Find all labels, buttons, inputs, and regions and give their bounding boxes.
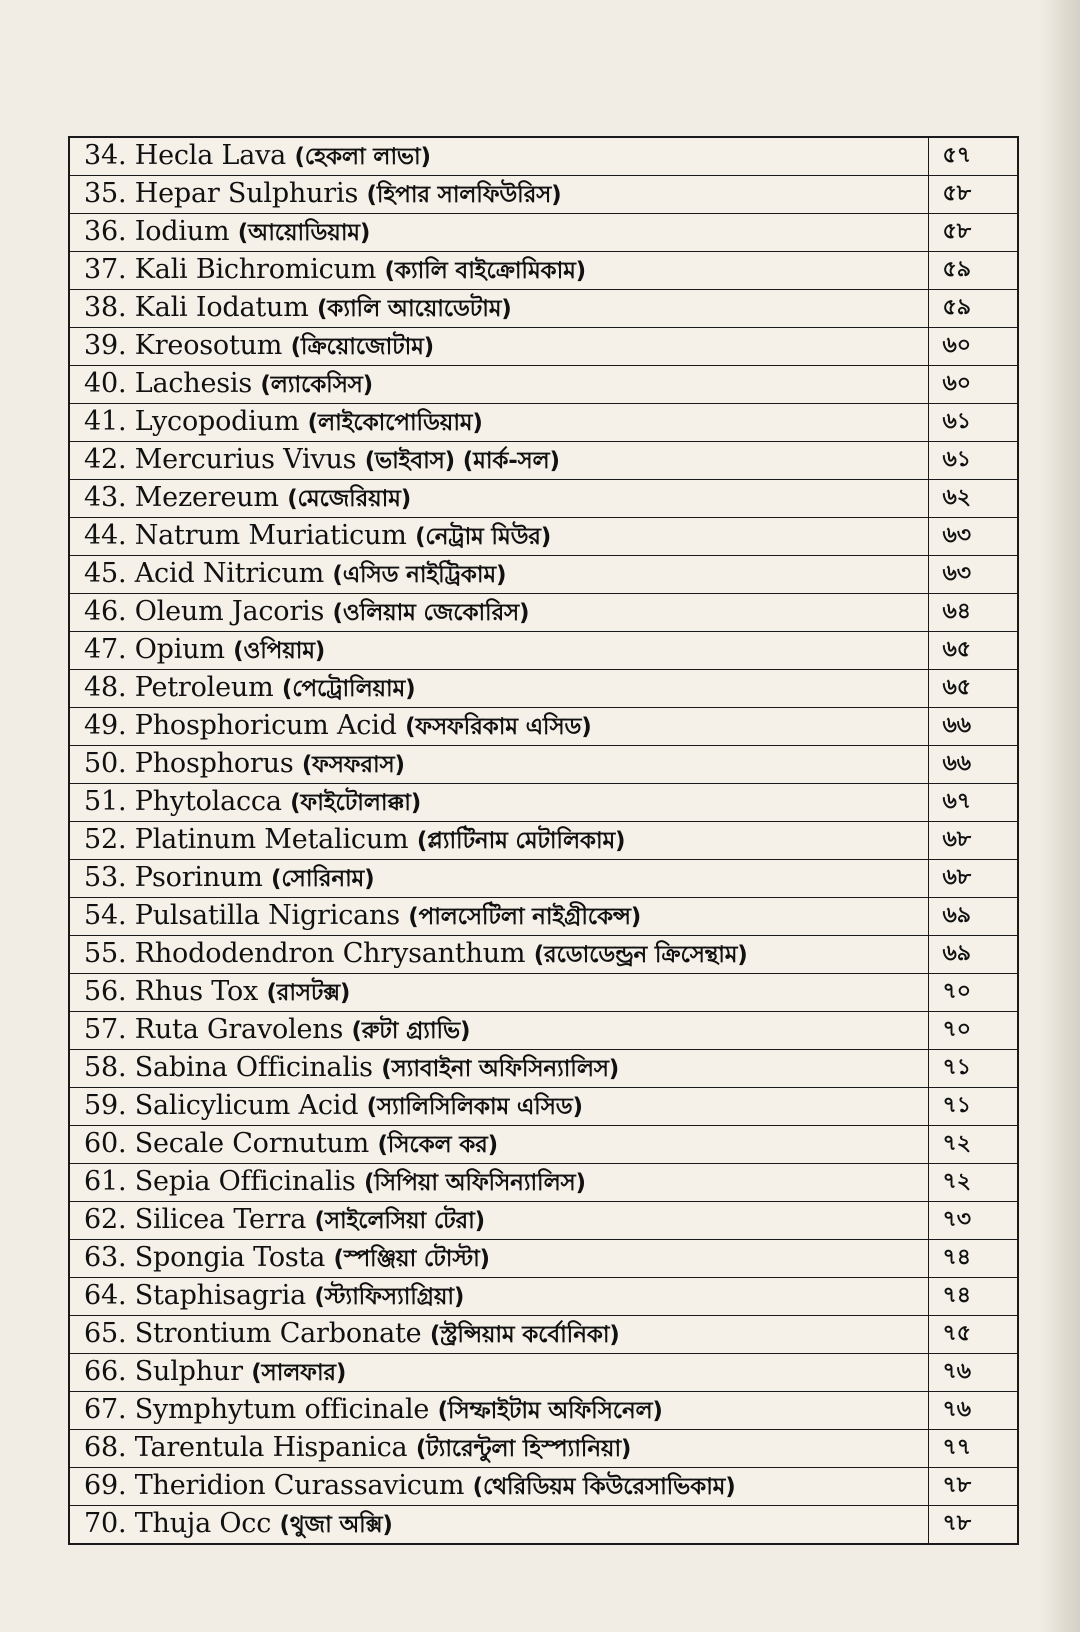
entry-latin-name: Symphytum officinale (134, 1394, 430, 1425)
entry-bengali-name: (ফসফরাস) (301, 752, 405, 778)
entry-title (69, 1278, 928, 1316)
entry-title (69, 936, 928, 974)
table-row (69, 708, 1018, 746)
table-row (69, 214, 1018, 252)
entry-number: 34. (84, 140, 127, 171)
table-row (69, 1126, 1018, 1164)
table-row (69, 1430, 1018, 1468)
entry-page-number: ৫৯ (928, 252, 1018, 290)
entry-page-number: ৭১ (928, 1088, 1018, 1126)
entry-number: 58. (84, 1052, 127, 1083)
entry-title (69, 1392, 928, 1430)
entry-latin-name: Theridion Curassavicum (134, 1470, 465, 1501)
table-row (69, 594, 1018, 632)
entry-page-number: ৬৭ (928, 784, 1018, 822)
entry-latin-name: Strontium Carbonate (134, 1318, 422, 1349)
entry-number: 49. (84, 710, 127, 741)
entry-latin-name: Hecla Lava (134, 140, 287, 171)
table-row (69, 137, 1018, 176)
entry-bengali-name: (ক্রিয়োজোটাম) (290, 334, 434, 360)
entry-page-number: ৬৫ (928, 670, 1018, 708)
entry-latin-name: Petroleum (134, 672, 274, 703)
entry-bengali-name: (সিপিয়া অফিসিন্যালিস) (363, 1170, 586, 1196)
entry-number: 60. (84, 1128, 127, 1159)
entry-bengali-name: (হেকলা লাভা) (294, 144, 431, 170)
entry-bengali-name: (স্যালিসিলিকাম এসিড) (366, 1094, 583, 1120)
entry-number: 42. (84, 444, 127, 475)
entry-latin-name: Secale Cornutum (134, 1128, 370, 1159)
table-row (69, 290, 1018, 328)
entry-number: 37. (84, 254, 127, 285)
entry-title (69, 898, 928, 936)
entry-latin-name: Tarentula Hispanica (134, 1432, 408, 1463)
entry-title (69, 556, 928, 594)
entry-latin-name: Phytolacca (134, 786, 282, 817)
entry-page-number: ৭২ (928, 1126, 1018, 1164)
entry-page-number: ৫৮ (928, 214, 1018, 252)
entry-latin-name: Spongia Tosta (134, 1242, 326, 1273)
entry-page-number: ৬৯ (928, 936, 1018, 974)
entry-page-number: ৭৪ (928, 1278, 1018, 1316)
table-row (69, 1240, 1018, 1278)
table-row (69, 974, 1018, 1012)
entry-page-number: ৭৭ (928, 1430, 1018, 1468)
entry-bengali-name: (আয়োডিয়াম) (237, 220, 371, 246)
entry-title (69, 404, 928, 442)
entry-number: 52. (84, 824, 127, 855)
entry-page-number: ৫৯ (928, 290, 1018, 328)
entry-bengali-name: (ওপিয়াম) (233, 638, 326, 664)
entry-number: 54. (84, 900, 127, 931)
entry-number: 51. (84, 786, 127, 817)
entry-latin-name: Lycopodium (134, 406, 300, 437)
entry-page-number: ৬১ (928, 404, 1018, 442)
table-row (69, 1012, 1018, 1050)
entry-page-number: ৬৬ (928, 746, 1018, 784)
entry-title (69, 784, 928, 822)
entry-title (69, 366, 928, 404)
entry-page-number: ৭৬ (928, 1392, 1018, 1430)
entry-bengali-name: (ক্যালি আয়োডেটাম) (317, 296, 512, 322)
entry-title (69, 1012, 928, 1050)
entry-latin-name: Hepar Sulphuris (134, 178, 359, 209)
entry-page-number: ৫৮ (928, 176, 1018, 214)
entry-page-number: ৫৭ (928, 137, 1018, 176)
entry-latin-name: Platinum Metalicum (134, 824, 409, 855)
entry-title (69, 1316, 928, 1354)
entry-number: 68. (84, 1432, 127, 1463)
entry-page-number: ৬১ (928, 442, 1018, 480)
entry-bengali-name: (স্যাবাইনা অফিসিন্যালিস) (381, 1056, 620, 1082)
entry-title (69, 708, 928, 746)
table-row (69, 822, 1018, 860)
table-row (69, 328, 1018, 366)
table-row (69, 1050, 1018, 1088)
entry-latin-name: Rhus Tox (134, 976, 259, 1007)
entry-latin-name: Natrum Muriaticum (134, 520, 407, 551)
entry-bengali-name: (পেট্রোলিয়াম) (281, 676, 416, 702)
entry-page-number: ৭২ (928, 1164, 1018, 1202)
entry-page-number: ৭১ (928, 1050, 1018, 1088)
entry-number: 35. (84, 178, 127, 209)
entry-number: 55. (84, 938, 127, 969)
entry-latin-name: Kali Iodatum (134, 292, 309, 323)
entry-title (69, 518, 928, 556)
entry-bengali-name: (সিকেল কর) (377, 1132, 498, 1158)
entry-title (69, 480, 928, 518)
entry-bengali-name: (ফাইটোলাক্কা) (290, 790, 422, 816)
entry-title (69, 214, 928, 252)
entry-number: 67. (84, 1394, 127, 1425)
entry-bengali-name: (সাইলেসিয়া টেরা) (314, 1208, 485, 1234)
contents-table (68, 136, 1019, 1545)
entry-number: 43. (84, 482, 127, 513)
entry-bengali-name: (স্ট্যাফিস্যাগ্রিয়া) (314, 1284, 465, 1310)
table-row (69, 860, 1018, 898)
entry-bengali-name: (ট্যারেন্টুলা হিস্প্যানিয়া) (415, 1436, 632, 1462)
entry-title (69, 137, 928, 176)
entry-number: 63. (84, 1242, 127, 1273)
entry-page-number: ৭০ (928, 974, 1018, 1012)
table-row (69, 1316, 1018, 1354)
entry-title (69, 974, 928, 1012)
entry-number: 61. (84, 1166, 127, 1197)
entry-number: 40. (84, 368, 127, 399)
table-row (69, 404, 1018, 442)
page-edge-shadow (1040, 0, 1080, 1632)
entry-bengali-name: (মেজেরিয়াম) (287, 486, 412, 512)
entry-number: 59. (84, 1090, 127, 1121)
entry-latin-name: Mercurius Vivus (134, 444, 357, 475)
entry-bengali-name: (রডোডেন্ড্রন ক্রিসেন্থাম) (533, 942, 748, 968)
table-row (69, 1202, 1018, 1240)
entry-latin-name: Rhododendron Chrysanthum (134, 938, 526, 969)
entry-number: 57. (84, 1014, 127, 1045)
entry-page-number: ৭৬ (928, 1354, 1018, 1392)
entry-latin-name: Lachesis (134, 368, 252, 399)
entry-title (69, 290, 928, 328)
entry-latin-name: Opium (134, 634, 225, 665)
entry-title (69, 176, 928, 214)
entry-number: 56. (84, 976, 127, 1007)
entry-title (69, 252, 928, 290)
table-row (69, 1354, 1018, 1392)
table-row (69, 670, 1018, 708)
contents-table-body (69, 137, 1018, 1544)
entry-bengali-name: (স্পঞ্জিয়া টোস্টা) (333, 1246, 490, 1272)
entry-page-number: ৬০ (928, 328, 1018, 366)
entry-page-number: ৬৬ (928, 708, 1018, 746)
entry-bengali-name: (সিম্ফাইটাম অফিসিনেল) (437, 1398, 663, 1424)
entry-title (69, 442, 928, 480)
entry-bengali-name: (প্ল্যাটিনাম মেটালিকাম) (416, 828, 626, 854)
entry-bengali-name: (হিপার সালফিউরিস) (366, 182, 562, 208)
entry-title (69, 860, 928, 898)
table-row (69, 556, 1018, 594)
entry-latin-name: Phosphorus (134, 748, 294, 779)
entry-number: 36. (84, 216, 127, 247)
entry-page-number: ৭৮ (928, 1506, 1018, 1545)
entry-page-number: ৬৪ (928, 594, 1018, 632)
entry-latin-name: Iodium (134, 216, 230, 247)
table-row (69, 1164, 1018, 1202)
entry-title (69, 1430, 928, 1468)
entry-latin-name: Staphisagria (134, 1280, 306, 1311)
entry-title (69, 1506, 928, 1545)
entry-latin-name: Sabina Officinalis (134, 1052, 373, 1083)
table-row (69, 252, 1018, 290)
table-row (69, 518, 1018, 556)
entry-page-number: ৭৮ (928, 1468, 1018, 1506)
entry-latin-name: Phosphoricum Acid (134, 710, 397, 741)
entry-title (69, 1202, 928, 1240)
entry-page-number: ৭৩ (928, 1202, 1018, 1240)
entry-title (69, 594, 928, 632)
entry-title (69, 1164, 928, 1202)
entry-bengali-name: (রাসটক্স) (266, 980, 351, 1006)
entry-bengali-name: (ক্যালি বাইক্রোমিকাম) (384, 258, 586, 284)
entry-latin-name: Mezereum (134, 482, 279, 513)
entry-page-number: ৬৩ (928, 518, 1018, 556)
entry-number: 69. (84, 1470, 127, 1501)
entry-title (69, 670, 928, 708)
entry-page-number: ৬২ (928, 480, 1018, 518)
table-row (69, 1506, 1018, 1545)
entry-bengali-name: (ওলিয়াম জেকোরিস) (332, 600, 530, 626)
entry-number: 65. (84, 1318, 127, 1349)
entry-latin-name: Ruta Gravolens (134, 1014, 344, 1045)
entry-page-number: ৬৫ (928, 632, 1018, 670)
entry-bengali-name: (সোরিনাম) (271, 866, 375, 892)
entry-bengali-name: (লাইকোপোডিয়াম) (307, 410, 483, 436)
entry-number: 66. (84, 1356, 127, 1387)
entry-bengali-name: (রুটা গ্র্যাভি) (351, 1018, 471, 1044)
entry-number: 70. (84, 1508, 127, 1539)
entry-bengali-name: (স্ট্রন্সিয়াম কর্বোনিকা) (429, 1322, 620, 1348)
entry-bengali-name: (ল্যাকেসিস) (260, 372, 373, 398)
table-row (69, 898, 1018, 936)
entry-bengali-name: (ফসফরিকাম এসিড) (405, 714, 592, 740)
entry-title (69, 1050, 928, 1088)
entry-title (69, 1088, 928, 1126)
table-row (69, 1088, 1018, 1126)
entry-latin-name: Silicea Terra (134, 1204, 307, 1235)
entry-latin-name: Sepia Officinalis (134, 1166, 356, 1197)
entry-bengali-name: (পালসেটিলা নাইগ্রীকেন্স) (408, 904, 642, 930)
entry-number: 38. (84, 292, 127, 323)
entry-latin-name: Oleum Jacoris (134, 596, 325, 627)
entry-number: 44. (84, 520, 127, 551)
entry-bengali-name: (এসিড নাইট্রিকাম) (332, 562, 507, 588)
entry-title (69, 1240, 928, 1278)
entry-latin-name: Salicylicum Acid (134, 1090, 359, 1121)
entry-bengali-name: (থেরিডিয়ম কিউরেসাভিকাম) (472, 1474, 736, 1500)
table-row (69, 1278, 1018, 1316)
entry-latin-name: Sulphur (134, 1356, 243, 1387)
entry-page-number: ৭৫ (928, 1316, 1018, 1354)
table-row (69, 632, 1018, 670)
entry-latin-name: Kali Bichromicum (134, 254, 377, 285)
entry-page-number: ৬৮ (928, 860, 1018, 898)
table-row (69, 746, 1018, 784)
entry-bengali-name: (ভাইবাস) (মার্ক-সল) (364, 448, 560, 474)
entry-page-number: ৬৩ (928, 556, 1018, 594)
table-row (69, 176, 1018, 214)
entry-number: 46. (84, 596, 127, 627)
entry-title (69, 328, 928, 366)
entry-number: 50. (84, 748, 127, 779)
entry-page-number: ৭০ (928, 1012, 1018, 1050)
entry-latin-name: Thuja Occ (134, 1508, 272, 1539)
entry-number: 48. (84, 672, 127, 703)
entry-page-number: ৬৯ (928, 898, 1018, 936)
entry-latin-name: Acid Nitricum (134, 558, 325, 589)
entry-latin-name: Psorinum (134, 862, 263, 893)
entry-title (69, 1354, 928, 1392)
entry-page-number: ৬৮ (928, 822, 1018, 860)
entry-title (69, 746, 928, 784)
table-row (69, 366, 1018, 404)
entry-title (69, 1468, 928, 1506)
table-row (69, 784, 1018, 822)
entry-number: 47. (84, 634, 127, 665)
entry-bengali-name: (নেট্রাম মিউর) (415, 524, 552, 550)
table-row (69, 1468, 1018, 1506)
table-row (69, 442, 1018, 480)
entry-title (69, 1126, 928, 1164)
entry-number: 53. (84, 862, 127, 893)
entry-number: 45. (84, 558, 127, 589)
entry-bengali-name: (সালফার) (251, 1360, 347, 1386)
entry-number: 41. (84, 406, 127, 437)
entry-title (69, 822, 928, 860)
table-row (69, 936, 1018, 974)
entry-number: 64. (84, 1280, 127, 1311)
entry-bengali-name: (থুজা অক্সি) (279, 1512, 393, 1538)
entry-number: 39. (84, 330, 127, 361)
entry-page-number: ৬০ (928, 366, 1018, 404)
table-row (69, 1392, 1018, 1430)
entry-number: 62. (84, 1204, 127, 1235)
entry-title (69, 632, 928, 670)
entry-latin-name: Kreosotum (134, 330, 283, 361)
entry-latin-name: Pulsatilla Nigricans (134, 900, 400, 931)
table-row (69, 480, 1018, 518)
entry-page-number: ৭৪ (928, 1240, 1018, 1278)
